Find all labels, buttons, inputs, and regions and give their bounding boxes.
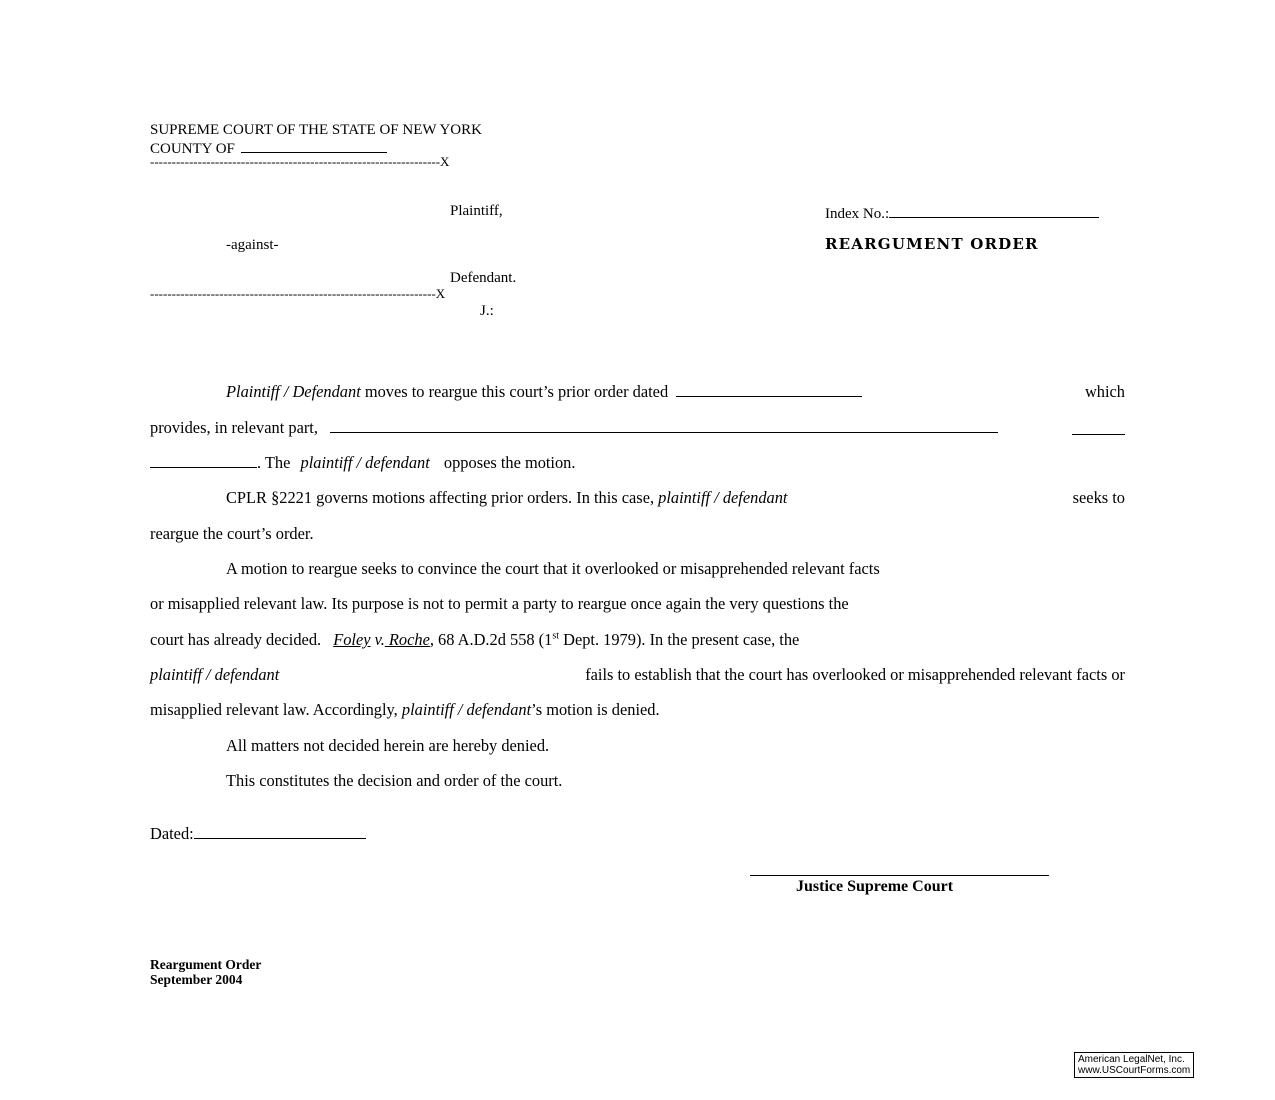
- text-span: which: [1084, 382, 1125, 401]
- text-span: CPLR §2221 governs motions affecting prior orders. In this case,: [226, 488, 655, 507]
- text-span: court has already decided.: [150, 630, 322, 649]
- signature-line[interactable]: [750, 875, 1049, 876]
- case-name-foley: Foley: [333, 630, 371, 649]
- order-date-blank[interactable]: [676, 382, 862, 397]
- paragraph-1-line-2: [150, 418, 1125, 438]
- footer-form-name: Reargument Order: [150, 957, 262, 972]
- text-span: Dept. 1979). In the present case, the: [559, 630, 800, 649]
- party-choice: plaintiff / defendant: [150, 665, 280, 684]
- footer-form-date: September 2004: [150, 972, 243, 987]
- dated-line: [150, 824, 366, 844]
- text-span: . The: [257, 453, 291, 472]
- party-choice: Plaintiff / Defendant: [226, 382, 361, 401]
- paragraph-3-line-3: [150, 630, 799, 650]
- superscript: st: [552, 630, 560, 642]
- provisions-blank-2[interactable]: [1072, 420, 1125, 435]
- stamp-line-1: American LegalNet, Inc.: [1078, 1054, 1185, 1065]
- defendant-label: Defendant.: [450, 270, 517, 286]
- text-span: misapplied relevant law. Accordingly,: [150, 700, 398, 719]
- court-name: SUPREME COURT OF THE STATE OF NEW YORK: [150, 122, 482, 138]
- paragraph-3-line-1: A motion to reargue seeks to convince the court that it overlooked or misapprehended relevant facts: [226, 559, 880, 578]
- county-label: COUNTY OF: [150, 141, 235, 157]
- dated-blank[interactable]: [194, 824, 366, 839]
- party-choice: plaintiff / defendant: [658, 488, 788, 507]
- paragraph-3-line-5: [150, 700, 660, 720]
- paragraph-1-line-1: [150, 382, 1125, 402]
- judge-label: J.:: [480, 303, 494, 319]
- paragraph-3-line-4: [150, 665, 1125, 685]
- stamp-line-2: www.USCourtForms.com: [1078, 1065, 1191, 1076]
- plaintiff-label: Plaintiff,: [450, 203, 503, 219]
- index-number: [825, 203, 1099, 222]
- text-span: seeks to: [1072, 488, 1125, 507]
- text-span: moves to reargue this court’s prior order dated: [360, 382, 669, 401]
- case-versus: v.: [374, 630, 385, 649]
- against-label: -against-: [226, 237, 279, 253]
- paragraph-1-line-3: [150, 453, 575, 473]
- caption-separator-bottom: ------------------------------------------------------------------X: [150, 286, 446, 301]
- signature-label: Justice Supreme Court: [796, 878, 954, 895]
- dated-label: Dated:: [150, 824, 194, 843]
- case-name-roche: Roche: [384, 630, 430, 649]
- paragraph-4: All matters not decided herein are hereby denied.: [226, 736, 550, 755]
- text-span: , 68 A.D.2d 558 (1: [429, 630, 553, 649]
- index-blank[interactable]: [889, 203, 1099, 218]
- paragraph-2-line-1: [150, 488, 1125, 508]
- document-title: REARGUMENT ORDER: [825, 235, 1039, 253]
- caption-separator-top: -------------------------------------------------------------------X: [150, 154, 450, 169]
- text-span: fails to establish that the court has overlooked or misapprehended relevant facts or: [585, 665, 1125, 684]
- text-span: ’s motion is denied.: [531, 700, 660, 719]
- provisions-blank-3[interactable]: [150, 453, 257, 468]
- county-blank[interactable]: [241, 138, 387, 153]
- paragraph-3-line-2: or misapplied relevant law. Its purpose is not to permit a party to reargue once again the very questions the: [150, 594, 849, 613]
- text-span: provides, in relevant part,: [150, 418, 318, 437]
- provisions-blank[interactable]: [330, 418, 998, 433]
- party-choice: plaintiff / defendant: [401, 700, 532, 719]
- text-span: opposes the motion.: [443, 453, 576, 472]
- paragraph-2-line-2: reargue the court’s order.: [150, 524, 314, 543]
- party-choice: plaintiff / defendant: [300, 453, 430, 472]
- paragraph-5: This constitutes the decision and order of the court.: [226, 771, 563, 790]
- index-label: Index No.:: [825, 206, 890, 222]
- publisher-stamp: [1074, 1052, 1194, 1078]
